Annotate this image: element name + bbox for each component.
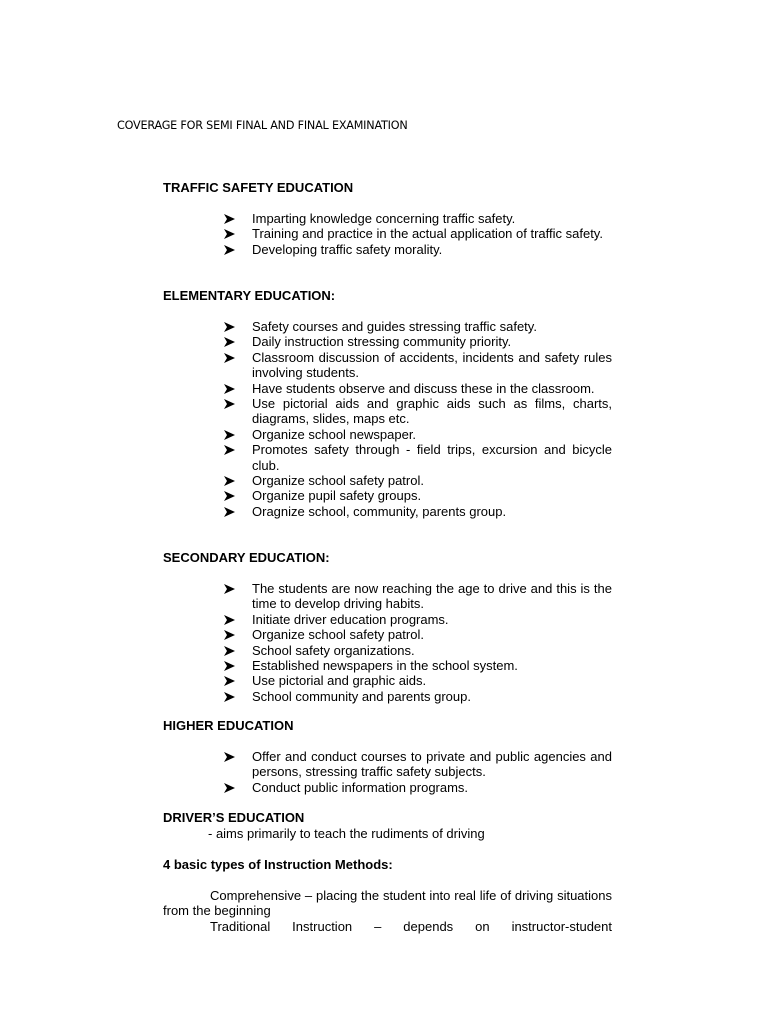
- list-item: [224, 381, 612, 396]
- list-item-text: Use pictorial and graphic aids.: [252, 673, 427, 689]
- list-item-text: Conduct public information programs.: [252, 779, 469, 795]
- arrow-bullet-icon: [224, 430, 235, 440]
- list-item: [224, 780, 612, 795]
- section-title-drivers: DRIVER’S EDUCATION: [163, 810, 305, 825]
- arrow-bullet-icon: [224, 337, 235, 347]
- list-item: [224, 396, 612, 427]
- list-item-text: Training and practice in the actual application of traffic safety.: [252, 226, 603, 242]
- list-item: [224, 504, 612, 519]
- arrow-bullet-icon: [224, 676, 235, 686]
- arrow-bullet-icon: [224, 353, 235, 363]
- list-item: [224, 242, 612, 257]
- list-item: [224, 488, 612, 503]
- arrow-bullet-icon: [224, 630, 235, 640]
- list-item: [224, 427, 612, 442]
- list-item: [224, 334, 612, 349]
- section-title-elementary: ELEMENTARY EDUCATION:: [163, 288, 336, 303]
- section-title-methods: 4 basic types of Instruction Methods:: [163, 857, 393, 872]
- section-title-traffic-safety: TRAFFIC SAFETY EDUCATION: [163, 180, 354, 195]
- section-title-secondary: SECONDARY EDUCATION:: [163, 550, 330, 565]
- arrow-bullet-icon: [224, 783, 235, 793]
- arrow-bullet-icon: [224, 752, 235, 762]
- list-item-text: Oragnize school, community, parents group.: [252, 503, 507, 519]
- list-item: [224, 226, 612, 241]
- list-item-text: School safety organizations.: [252, 642, 415, 658]
- list-item-text: School community and parents group.: [252, 688, 471, 704]
- arrow-bullet-icon: [224, 507, 235, 517]
- list-item-text: Have students observe and discuss these in the classroom.: [252, 380, 595, 396]
- section-title-higher: HIGHER EDUCATION: [163, 718, 294, 733]
- arrow-bullet-icon: [224, 491, 235, 501]
- arrow-bullet-icon: [224, 692, 235, 702]
- method-traditional: Traditional Instruction – depends on instructor-student: [210, 919, 612, 934]
- list-item: [224, 319, 612, 334]
- list-item-text: Offer and conduct courses to private and public agencies and persons, stressing traffic safety subjects.: [252, 749, 612, 780]
- traffic-safety-list: [224, 211, 612, 257]
- list-item-text: Organize pupil safety groups.: [252, 488, 422, 504]
- list-item-text: Safety courses and guides stressing traffic safety.: [252, 319, 537, 334]
- list-item: [224, 612, 612, 627]
- arrow-bullet-icon: [224, 476, 235, 486]
- arrow-bullet-icon: [224, 584, 235, 594]
- arrow-bullet-icon: [224, 214, 235, 224]
- list-item: [224, 689, 612, 704]
- drivers-description: - aims primarily to teach the rudiments of driving: [208, 826, 485, 841]
- arrow-bullet-icon: [224, 615, 235, 625]
- arrow-bullet-icon: [224, 322, 235, 332]
- arrow-bullet-icon: [224, 245, 235, 255]
- list-item: [224, 627, 612, 642]
- arrow-bullet-icon: [224, 445, 235, 455]
- list-item-text: Developing traffic safety morality.: [252, 241, 443, 257]
- arrow-bullet-icon: [224, 229, 235, 239]
- list-item-text: The students are now reaching the age to drive and this is the time to develop driving habits.: [252, 581, 612, 612]
- list-item: [224, 473, 612, 488]
- list-item: [224, 442, 612, 473]
- list-item: [224, 350, 612, 381]
- list-item: [224, 581, 612, 612]
- list-item-text: Use pictorial aids and graphic aids such as films, charts, diagrams, slides, maps etc.: [252, 396, 612, 427]
- arrow-bullet-icon: [224, 661, 235, 671]
- list-item-text: Organize school safety patrol.: [252, 627, 424, 643]
- list-item-text: Organize school newspaper.: [252, 426, 417, 442]
- elementary-list: [224, 319, 612, 519]
- list-item-text: Established newspapers in the school system.: [252, 658, 518, 674]
- list-item-text: Promotes safety through - field trips, excursion and bicycle club.: [252, 442, 612, 473]
- list-item-text: Organize school safety patrol.: [252, 473, 424, 489]
- list-item: [224, 749, 612, 780]
- list-item: [224, 658, 612, 673]
- list-item: [224, 643, 612, 658]
- list-item-text: Initiate driver education programs.: [252, 611, 449, 627]
- list-item: [224, 211, 612, 226]
- method-comprehensive: Comprehensive – placing the student into real life of driving situations from the beginning: [163, 888, 612, 919]
- list-item-text: Daily instruction stressing community priority.: [252, 334, 512, 350]
- arrow-bullet-icon: [224, 384, 235, 394]
- list-item: [224, 673, 612, 688]
- arrow-bullet-icon: [224, 646, 235, 656]
- arrow-bullet-icon: [224, 399, 235, 409]
- higher-list: [224, 749, 612, 795]
- list-item-text: Classroom discussion of accidents, incidents and safety rules involving students.: [252, 349, 612, 381]
- list-item-text: Imparting knowledge concerning traffic safety.: [252, 211, 516, 226]
- secondary-list: [224, 581, 612, 704]
- document-header: COVERAGE FOR SEMI FINAL AND FINAL EXAMINATION: [117, 119, 408, 132]
